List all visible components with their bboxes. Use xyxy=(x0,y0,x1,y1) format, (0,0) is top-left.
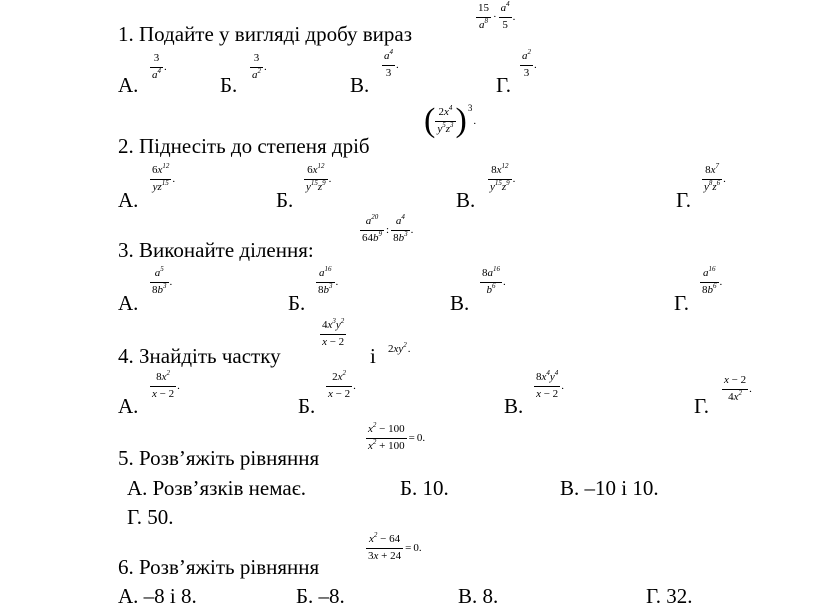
q6-option-b: Б. –8. xyxy=(296,584,345,608)
q2-option-v-label: В. xyxy=(456,188,476,212)
q6-option-a: А. –8 і 8. xyxy=(118,584,197,608)
q2-expression: ( $\frac{2x^4}{y^5z^3}$ ) 3 . xyxy=(424,102,477,139)
q2-option-v-expr: $\frac{8x^{12}}{y^{15}z^9}$ . xyxy=(490,162,516,193)
q3-option-v-expr: $\frac{8a^{16}}{b^6}$ . xyxy=(482,265,506,296)
q2-option-g-label: Г. xyxy=(676,188,692,212)
q5-equation: $\frac{x^2 - 100}{x^2 + 100}$ = 0. xyxy=(368,421,426,452)
q3-option-a-label: А. xyxy=(118,291,139,315)
q4-expression-monomial: $2xy^2$ . xyxy=(388,341,411,355)
q4-option-b-expr: $\frac{2x^2}{x - 2}$ . xyxy=(328,369,356,400)
q6-equation: $\frac{x^2 - 64}{3x + 24}$ = 0. xyxy=(368,531,422,562)
q5-option-v: В. –10 і 10. xyxy=(560,476,659,500)
q4-option-a-expr: $\frac{8x^2}{x - 2}$ . xyxy=(152,369,180,400)
q5-option-b: Б. 10. xyxy=(400,476,449,500)
q5-option-g: Г. 50. xyxy=(127,505,174,529)
q1-expression: $\frac{15}{a^8}$ · $\frac{a^4}{5}$ . xyxy=(478,0,516,31)
q3-option-g-expr: $\frac{a^{16}}{8b^6}$ . xyxy=(702,265,723,296)
q4-option-g-label: Г. xyxy=(694,394,710,418)
q6-option-v: В. 8. xyxy=(458,584,499,608)
q3-option-v-label: В. xyxy=(450,291,470,315)
q4-option-b-label: Б. xyxy=(298,394,316,418)
q3-option-b-expr: $\frac{a^{16}}{8b^3}$ . xyxy=(318,265,339,296)
q1-option-v-label: В. xyxy=(350,73,370,97)
q3-option-g-label: Г. xyxy=(674,291,690,315)
q1-option-g-expr: $\frac{a^2}{3}$ . xyxy=(522,48,537,79)
question-5-text: 5. Розв’яжіть рівняння xyxy=(118,446,320,470)
question-6-text: 6. Розв’яжіть рівняння xyxy=(118,555,320,579)
question-1-text: 1. Подайте у вигляді дробу вираз xyxy=(118,22,412,46)
q1-option-g-label: Г. xyxy=(496,73,512,97)
q3-option-b-label: Б. xyxy=(288,291,306,315)
q2-option-g-expr: $\frac{8x^7}{y^8z^6}$ . xyxy=(704,162,726,193)
question-3-text: 3. Виконайте ділення: xyxy=(118,238,314,262)
q4-conjunction: і xyxy=(370,344,376,368)
q1-option-v-expr: $\frac{a^4}{3}$ . xyxy=(384,48,399,79)
question-2-text: 2. Піднесіть до степеня дріб xyxy=(118,134,370,158)
q1-option-b-expr: $\frac{3}{a^2}$ . xyxy=(252,52,267,81)
q2-option-a-expr: $\frac{6x^{12}}{yz^{15}}$ . xyxy=(152,162,176,193)
q4-option-g-expr: $\frac{x - 2}{4x^2}$ . xyxy=(724,374,752,403)
q2-option-a-label: А. xyxy=(118,188,139,212)
q3-option-a-expr: $\frac{a^5}{8b^3}$ . xyxy=(152,265,173,296)
q1-option-b-label: Б. xyxy=(220,73,238,97)
q4-option-v-label: В. xyxy=(504,394,524,418)
q4-option-v-expr: $\frac{8x^4y^4}{x - 2}$ . xyxy=(536,369,565,400)
q1-option-a-expr: $\frac{3}{a^4}$ . xyxy=(152,52,167,81)
q4-option-a-label: А. xyxy=(118,394,139,418)
q3-expression: $\frac{a^{20}}{64b^9}$ : $\frac{a^4}{8b^3}$ . xyxy=(362,213,414,244)
q5-option-a: А. Розв’язків немає. xyxy=(127,476,306,500)
q6-option-g: Г. 32. xyxy=(646,584,693,608)
q4-expression-fraction: $\frac{4x^3y^2}{x - 2}$ xyxy=(322,317,345,348)
q2-option-b-expr: $\frac{6x^{12}}{y^{15}z^9}$ . xyxy=(306,162,332,193)
q2-option-b-label: Б. xyxy=(276,188,294,212)
q1-option-a-label: А. xyxy=(118,73,139,97)
question-4-text: 4. Знайдіть частку xyxy=(118,344,281,368)
